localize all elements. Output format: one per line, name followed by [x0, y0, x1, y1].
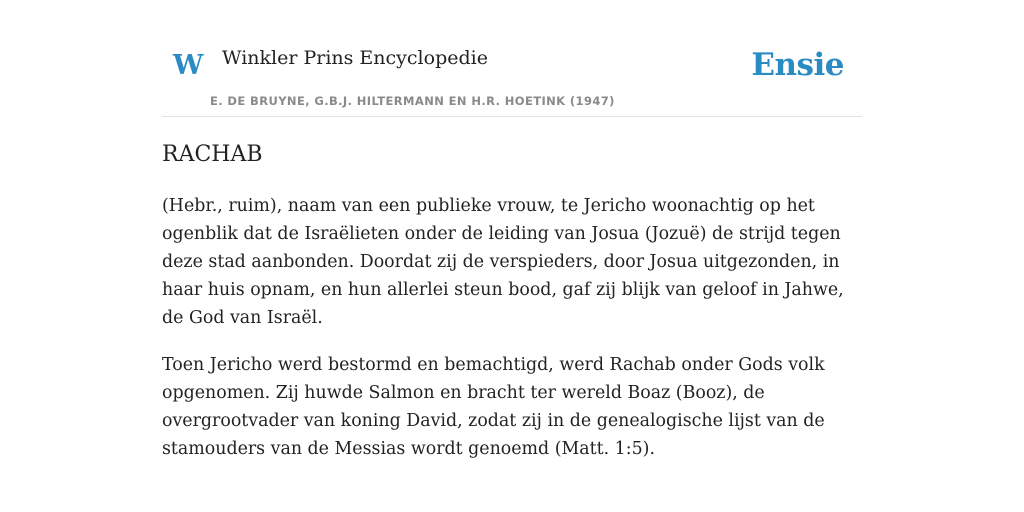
ensie-logo[interactable]: Ensie: [751, 47, 844, 83]
article-paragraph: Toen Jericho werd bestormd en bemachtigd, werd Rachab onder Gods volk opgenomen. Zij huwde Salmon en bracht ter wereld Boaz (Booz), de overgrootvader van koning David, zodat zij in de genealogische lijst van de stamouders van de Messias wordt genoemd (Matt. 1:5).: [162, 355, 825, 459]
source-header: [162, 0, 862, 117]
winkler-prins-logo[interactable]: W: [173, 50, 204, 81]
page: [162, 0, 862, 512]
article-paragraph: (Hebr., ruim), naam van een publieke vrouw, te Jericho woonachtig op het ogenblik dat de Israëlieten onder de leiding van Josua (Jozuë) de strijd tegen deze stad aanbonden. Doordat zij de verspieders, door Josua uitgezonden, in haar huis opnam, en hun allerlei steun bood, gaf zij blijk van geloof in Jahwe, de God van Israël.: [162, 196, 844, 328]
source-authors: E. DE BRUYNE, G.B.J. HILTERMANN EN H.R. HOETINK (1947): [210, 94, 615, 108]
article-title: RACHAB: [162, 142, 263, 167]
source-title-link[interactable]: Winkler Prins Encyclopedie: [222, 47, 488, 69]
article-body: [162, 192, 868, 482]
